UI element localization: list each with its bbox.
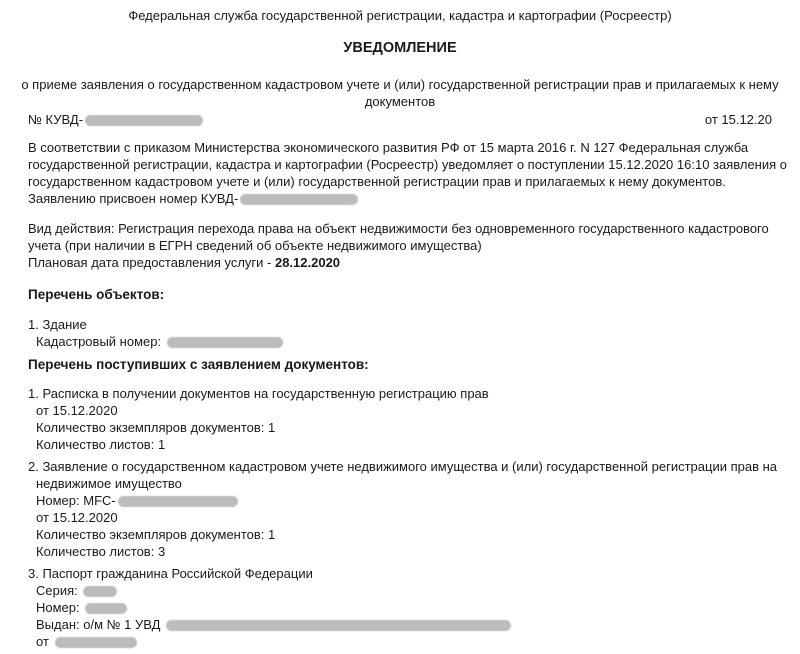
doc-1-title: 1. Расписка в получении документов на государственную регистрацию прав <box>28 386 489 401</box>
redacted-assigned-number <box>240 194 358 205</box>
redacted-issuing-authority <box>166 620 511 631</box>
doc-3-number-label: Номер: <box>36 600 84 615</box>
doc-2-title-line1: 2. Заявление о государственном кадастровом учете недвижимого имущества и (или) государственной регистрации прав на <box>28 459 778 474</box>
planned-date-label: Плановая дата предоставления услуги - <box>28 255 275 270</box>
doc-1-date: от 15.12.2020 <box>36 403 118 418</box>
assigned-number-label: Заявлению присвоен номер КУВД- <box>28 191 239 206</box>
body-line-3: государственном кадастровом учете и (или) государственной регистрации прав и прилагаемых к нему документов. <box>28 174 726 189</box>
doc-1-sheets: Количество листов: 1 <box>36 437 166 452</box>
cadastral-number-label: Кадастровый номер: <box>36 334 165 349</box>
doc-2-copies: Количество экземпляров документов: 1 <box>36 527 276 542</box>
document-title: УВЕДОМЛЕНИЕ <box>343 40 457 56</box>
doc-1-copies: Количество экземпляров документов: 1 <box>36 420 276 435</box>
notice-number-label: № КУВД- <box>28 112 84 127</box>
doc-3-series-label: Серия: <box>36 583 82 598</box>
action-line-1: Вид действия: Регистрация перехода права на объект недвижимости без одновременного государственного кадастрового <box>28 221 769 236</box>
redacted-issue-date <box>55 637 137 648</box>
notice-number <box>28 111 203 128</box>
objects-heading: Перечень объектов: <box>28 287 165 302</box>
redacted-notice-number <box>85 115 203 126</box>
document-subtitle-line2: документов <box>364 94 436 109</box>
object-cadastral-number <box>36 333 283 350</box>
body-line-2: государственной регистрации, кадастра и картографии (Росреестр) уведомляет о поступлении 15.12.2020 16:10 заявления о <box>28 157 788 172</box>
body-line-4 <box>28 190 358 207</box>
doc-2-number-label: Номер: MFC- <box>36 493 116 508</box>
doc-2-date: от 15.12.2020 <box>36 510 118 525</box>
doc-3-series <box>36 582 117 599</box>
redacted-passport-series <box>83 586 117 597</box>
doc-2-number <box>36 492 238 509</box>
doc-2-title-line2: недвижимое имущество <box>36 476 182 491</box>
documents-heading: Перечень поступивших с заявлением документов: <box>28 357 369 372</box>
doc-3-issued <box>36 616 511 633</box>
doc-3-title: 3. Паспорт гражданина Российской Федерации <box>28 566 313 581</box>
doc-2-sheets: Количество листов: 3 <box>36 544 166 559</box>
document-subtitle-line1: о приеме заявления о государственном кадастровом учете и (или) государственной регистрации прав и прилагаемых к нему <box>21 77 779 92</box>
redacted-cadastral-number <box>167 337 283 348</box>
redacted-passport-number <box>85 603 127 614</box>
body-line-1: В соответствии с приказом Министерства экономического развития РФ от 15 марта 2016 г. N 127 Федеральная служба <box>28 140 749 155</box>
doc-3-date-label: от <box>36 634 53 649</box>
action-line-2: учета (при наличии в ЕГРН сведений об объекте недвижимого имущества) <box>28 238 482 253</box>
agency-name: Федеральная служба государственной регистрации, кадастра и картографии (Росреестр) <box>128 8 672 23</box>
redacted-mfc-number <box>118 496 238 507</box>
doc-3-issued-label: Выдан: о/м № 1 УВД <box>36 617 165 632</box>
doc-3-number <box>36 599 127 616</box>
object-item-1: 1. Здание <box>28 317 87 332</box>
planned-date-value: 28.12.2020 <box>274 255 341 270</box>
planned-date <box>28 254 340 271</box>
notice-date: от 15.12.20 <box>704 112 772 127</box>
doc-3-date <box>36 633 137 650</box>
